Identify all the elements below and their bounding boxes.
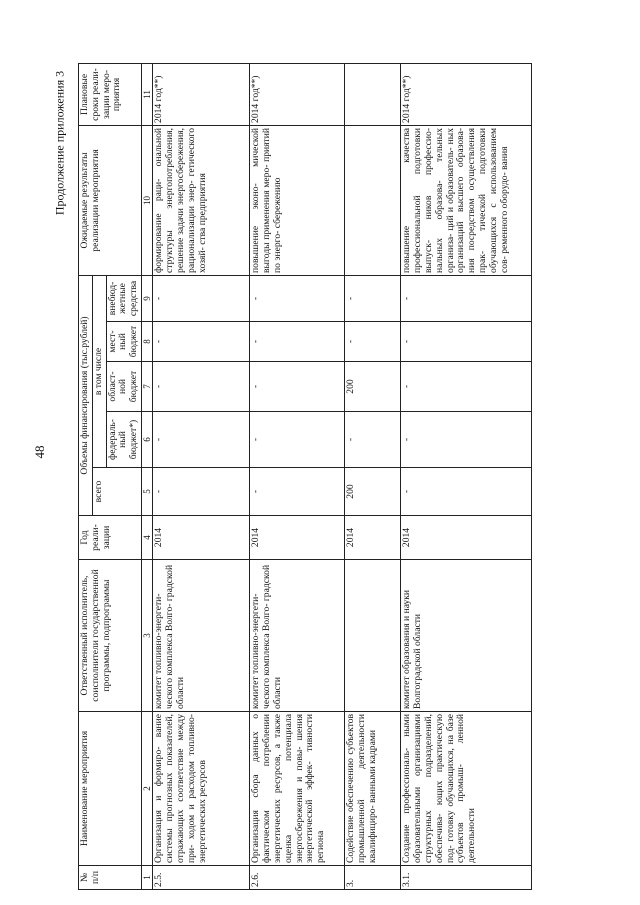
table-row (401, 63, 532, 889)
row-result (345, 125, 401, 275)
row-responsible: комитет топливно-энергети- ческого комплекса Волго- градской области (153, 560, 250, 712)
row-responsible (345, 560, 401, 712)
row-num: 3. (345, 866, 401, 890)
row-name: Содействие обеспечению субъектов промышленной деятельности квалифициро- ванными кадрами (345, 712, 401, 866)
column-number: 6 (142, 412, 153, 468)
row-total: 200 (345, 468, 401, 516)
row-federal: - (250, 412, 345, 468)
row-term (345, 63, 401, 125)
row-extrabudget: - (345, 275, 401, 321)
row-local: - (153, 322, 250, 362)
header-funding: Объемы финансирования (тыс.рублей) (79, 275, 93, 515)
header-local: мест- ный бюджет (106, 322, 141, 362)
row-federal: - (345, 412, 401, 468)
row-year: 2014 (153, 516, 250, 560)
column-number: 11 (142, 63, 153, 125)
header-responsible: Ответственный исполнитель, соисполнители государственной программы, подпрограммы (79, 560, 142, 712)
column-number: 9 (142, 275, 153, 321)
row-year: 2014 (250, 516, 345, 560)
row-responsible: комитет образования и науки Волгоградской области (401, 560, 532, 712)
row-name: Организация сбора данных о фактическом потреблении энергетических ресурсов, а также оценка потенциала энергосбережения и повы- шения энергетической эффек- тивности региона (250, 712, 345, 866)
header-num: № п/п (79, 866, 142, 890)
row-num: 2.5. (153, 866, 250, 890)
row-federal: - (401, 412, 532, 468)
column-numbers-row (142, 63, 153, 889)
row-name: Организация и формиро- вание системы прогнозных показателей, отражающих соответствие между при- ходом и расходом топливно- энергетических ресурсов (153, 712, 250, 866)
row-result: повышение качества профессиональной подготовки выпуск- ников профессио- нальных образова- тельных организа- ций и образователь- ных организаций высшего образова- ния посредством осуществления прак- тической подготовки обучающихся с использованием сов- ременного оборудо- вания (401, 125, 532, 275)
table-row (153, 63, 250, 889)
header-year: Год реали- зации (79, 516, 142, 560)
column-number: 7 (142, 362, 153, 412)
column-number: 10 (142, 125, 153, 275)
row-total: - (153, 468, 250, 516)
header-results: Ожидаемые результаты реализации мероприятия (79, 125, 142, 275)
row-term: 2014 год**) (250, 63, 345, 125)
header-federal: федераль- ный бюджет*) (106, 412, 141, 468)
page-number: 48 (32, 445, 47, 459)
row-extrabudget: - (401, 275, 532, 321)
row-total: - (401, 468, 532, 516)
row-extrabudget: - (250, 275, 345, 321)
row-total: - (250, 468, 345, 516)
row-num: 2.6. (250, 866, 345, 890)
program-activities-table (78, 63, 532, 890)
row-num: 3.1. (401, 866, 532, 890)
row-term: 2014 год**) (401, 63, 532, 125)
header-terms: Плановые сроки реали- зации меро- приятия (79, 63, 142, 125)
column-number: 5 (142, 468, 153, 516)
header-total: всего (92, 468, 141, 516)
header-name: Наименование мероприятия (79, 712, 142, 866)
column-number: 2 (142, 712, 153, 866)
row-local: - (401, 322, 532, 362)
row-result: повышение эконо- мической выгоды применения меро- приятий по энерго- сбережению (250, 125, 345, 275)
table-row (250, 63, 345, 889)
row-federal: - (153, 412, 250, 468)
column-number: 3 (142, 560, 153, 712)
row-local: - (250, 322, 345, 362)
row-year: 2014 (401, 516, 532, 560)
row-name: Создание профессиональ- ными образовательными организациями структурных подразделений, обеспечива- ющих практическую под- готовку обучающихся, на базе субъектов промыш- ленной деятельности (401, 712, 532, 866)
header-including: в том числе (92, 275, 106, 467)
header-regional: област- ной бюджет (106, 362, 141, 412)
row-result: формирование раци- ональной структуры энергопотребления, решение задачи энергосбережения, рационализации энер- гетического хозяй- ства предприятия (153, 125, 250, 275)
rotated-table-wrapper (78, 64, 562, 890)
column-number: 1 (142, 866, 153, 890)
column-number: 4 (142, 516, 153, 560)
row-regional: 200 (345, 362, 401, 412)
row-term: 2014 год**) (153, 63, 250, 125)
column-number: 8 (142, 322, 153, 362)
row-regional: - (401, 362, 532, 412)
table-row (345, 63, 401, 889)
row-regional: - (250, 362, 345, 412)
row-responsible: комитет топливно-энергети- ческого комплекса Волго- градской области (250, 560, 345, 712)
row-year: 2014 (345, 516, 401, 560)
header-extrabudget: внебюд- жетные средства (106, 275, 141, 321)
row-regional: - (153, 362, 250, 412)
continuation-note: Продолжение приложения 3 (52, 70, 67, 216)
row-local: - (345, 322, 401, 362)
row-extrabudget: - (153, 275, 250, 321)
